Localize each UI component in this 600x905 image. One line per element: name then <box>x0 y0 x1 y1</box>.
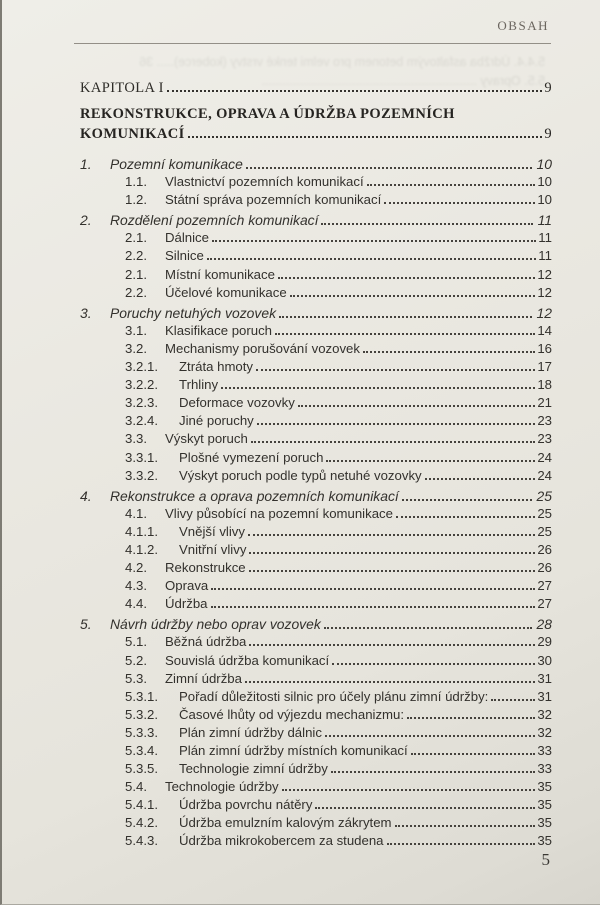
dot-leader <box>387 843 536 845</box>
dot-leader <box>212 240 536 242</box>
dot-leader <box>332 663 535 665</box>
toc-entry-page: 11 <box>538 248 552 264</box>
toc-entry-title: Vlivy působící na pozemní komunikace <box>165 505 393 521</box>
dot-leader <box>363 351 535 353</box>
toc-entry-title: Mechanismy porušování vozovek <box>165 340 360 356</box>
toc-entry-page: 23 <box>537 431 552 447</box>
toc-entry-title: Plošné vymezení poruch <box>179 449 324 465</box>
toc-entry-page: 31 <box>537 688 552 704</box>
toc-entry-number: 4.3. <box>125 578 147 594</box>
toc-entry-title: Plán zimní údržby dálnic <box>179 724 322 740</box>
toc-entry-page: 10 <box>536 156 552 172</box>
toc-entry-title: Ztráta hmoty <box>179 359 254 375</box>
running-header: OBSAH <box>497 18 549 33</box>
toc-entry <box>80 468 552 486</box>
toc-entry-title: Údržba emulzním kalovým zákrytem <box>179 815 392 831</box>
toc-entry-page: 12 <box>536 304 552 321</box>
toc-entry <box>80 488 552 506</box>
toc-entry <box>80 653 552 671</box>
chapter-title-line1: REKONSTRUKCE, OPRAVA A ÚDRŽBA POZEMNÍCH <box>80 106 455 122</box>
toc-entry-title: Běžná údržba <box>165 634 247 650</box>
dot-leader <box>249 570 536 572</box>
toc-entry <box>80 248 552 266</box>
toc-entry-title: Údržba mikrokobercem za studena <box>179 833 384 849</box>
toc-entry <box>80 833 552 851</box>
toc-entry <box>80 450 552 468</box>
dot-leader <box>411 753 536 755</box>
toc-entry-title: Výskyt poruch <box>165 431 248 447</box>
toc-entry-number: 4.2. <box>125 560 147 576</box>
toc-entry-page: 10 <box>537 174 552 190</box>
toc-entry-title: Výskyt poruch podle typů netuhé vozovky <box>179 467 422 483</box>
toc-entry <box>80 524 552 542</box>
toc-entry-page: 35 <box>537 797 552 813</box>
toc-entry-title: Silnice <box>165 248 204 264</box>
toc-entry-page: 33 <box>537 743 552 758</box>
toc-entry-number: 2.1. <box>125 266 147 282</box>
toc-entry-page: 31 <box>537 670 552 686</box>
toc-entry-title: Rekonstrukce <box>165 560 246 576</box>
chapter-title-entry <box>80 126 552 143</box>
toc-entry-number: 1.1. <box>125 174 147 190</box>
toc-entry-page: 25 <box>536 487 552 504</box>
toc-entry <box>80 506 552 524</box>
dot-leader <box>402 499 532 501</box>
toc-entry <box>80 212 552 230</box>
toc-entry-title: Zimní údržba <box>165 670 242 686</box>
toc-entry-page: 18 <box>537 377 552 393</box>
dot-leader <box>211 588 535 590</box>
toc-entry <box>80 377 552 395</box>
toc-entry-number: 3.2.4. <box>125 413 158 429</box>
toc-entry-number: 4.1. <box>125 505 147 521</box>
toc-entry-title: Vlastnictví pozemních komunikací <box>165 174 364 190</box>
toc-entry <box>80 395 552 413</box>
dot-leader <box>278 277 535 279</box>
dot-leader <box>425 478 536 480</box>
toc-entry-number: 2.2. <box>125 248 147 264</box>
toc-entry-number: 3. <box>80 304 92 321</box>
dot-leader <box>211 606 536 608</box>
toc-entry-page: 24 <box>537 467 552 483</box>
chapter-number-label: KAPITOLA I <box>80 80 164 96</box>
chapter-title-line2: KOMUNIKACÍ <box>80 126 185 142</box>
toc-entry-title: Časové lhůty od výjezdu mechanizmu: <box>179 706 405 722</box>
toc-entry-page: 21 <box>537 395 552 411</box>
toc-entry-number: 3.1. <box>125 322 147 338</box>
toc-entry <box>80 230 552 248</box>
toc-entry-page: 27 <box>537 578 552 594</box>
toc-entry <box>80 431 552 449</box>
toc-entry-number: 3.3.2. <box>125 467 158 483</box>
toc-entry-number: 2.1. <box>125 230 147 246</box>
toc-entry <box>80 779 552 797</box>
toc-entry-number: 4.1.2. <box>125 541 158 557</box>
toc-entry <box>80 797 552 815</box>
dot-leader <box>325 735 535 737</box>
toc-entry-number: 5.3. <box>125 670 147 686</box>
toc-entry <box>80 616 552 634</box>
toc-entry-page: 23 <box>537 413 552 429</box>
toc-entry-number: 5.1. <box>125 634 147 650</box>
dot-leader <box>257 423 536 425</box>
toc-entry <box>80 743 552 761</box>
dot-leader <box>251 441 536 443</box>
toc-entry-number: 4.4. <box>125 596 147 612</box>
toc-entry-title: Dálnice <box>165 230 209 246</box>
dot-leader <box>407 717 535 719</box>
toc-entry-page: 14 <box>537 322 552 338</box>
toc-entry-page: 29 <box>537 634 552 650</box>
toc-entry-number: 3.3. <box>125 431 147 447</box>
toc-entry-page: 10 <box>537 192 552 208</box>
toc-entry-page: 24 <box>537 449 552 465</box>
toc-entry-number: 5.3.1. <box>125 688 158 704</box>
toc-entry-number: 5.3.2. <box>125 706 158 722</box>
toc-entry <box>80 761 552 779</box>
toc-entry-title: Návrh údržby nebo oprav vozovek <box>110 616 321 633</box>
toc-entry-number: 1. <box>80 156 92 172</box>
toc-entry <box>80 305 552 323</box>
toc-entry <box>80 341 552 359</box>
toc-entry-number: 3.2.1. <box>125 359 158 375</box>
toc-entry-number: 5.2. <box>125 652 147 668</box>
toc-entry-number: 5.4.3. <box>125 833 158 849</box>
toc-entry-page: 33 <box>537 761 552 777</box>
header-rule <box>74 43 551 44</box>
toc-entry-number: 3.2. <box>125 340 147 356</box>
toc-entry-number: 5.3.5. <box>125 761 158 777</box>
toc-entry <box>80 267 552 285</box>
toc-entry-title: Klasifikace poruch <box>165 322 273 338</box>
toc-entry-number: 2.2. <box>125 284 147 300</box>
toc-entry <box>80 156 552 174</box>
dot-leader <box>245 681 535 683</box>
toc-entry-page: 27 <box>537 596 552 612</box>
toc-entry <box>80 578 552 596</box>
toc-entry <box>80 174 552 192</box>
toc-entry-title: Pozemní komunikace <box>110 156 243 172</box>
dot-leader <box>298 405 536 407</box>
toc-entry <box>80 192 552 210</box>
dot-leader <box>275 333 535 335</box>
toc-entry-title: Souvislá údržba komunikací <box>165 652 330 668</box>
toc-entry-title: Vnější vlivy <box>179 523 245 539</box>
toc-entry-number: 3.2.2. <box>125 377 158 393</box>
toc-entry <box>80 725 552 743</box>
toc-entry-number: 5.4.1. <box>125 797 158 813</box>
page-number: 5 <box>541 850 550 869</box>
toc-entry <box>80 707 552 725</box>
chapter-number-entry <box>80 80 552 97</box>
toc-entry-number: 2. <box>80 212 92 229</box>
dot-leader <box>256 369 535 371</box>
toc-entry <box>80 671 552 689</box>
toc-entry-number: 4. <box>80 487 92 504</box>
toc-entry-title: Vnitřní vlivy <box>179 541 247 557</box>
toc-entry-page: 12 <box>537 284 552 300</box>
toc-list <box>80 156 552 852</box>
toc-entry-number: 4.1.1. <box>125 523 158 539</box>
dot-leader <box>326 460 535 462</box>
toc-entry-page: 32 <box>537 724 552 740</box>
toc-entry-page: 11 <box>538 230 552 246</box>
dot-leader <box>249 644 535 646</box>
toc-entry-title: Plán zimní údržby místních komunikací <box>179 743 408 758</box>
dot-leader <box>491 699 535 701</box>
toc-entry <box>80 359 552 377</box>
toc-entry-page: 12 <box>537 266 552 282</box>
dot-leader <box>167 90 542 92</box>
toc-entry-title: Trhliny <box>179 377 219 393</box>
toc-entry-title: Technologie zimní údržby <box>179 761 328 777</box>
dot-leader <box>248 534 535 536</box>
toc-entry-number: 5.3.4. <box>125 743 158 758</box>
toc-entry-title: Pořadí důležitosti silnic pro účely plánu zimní údržby: <box>179 688 489 704</box>
dot-leader <box>290 295 536 297</box>
chapter-number-page: 9 <box>544 80 552 96</box>
toc-entry-number: 5.3.3. <box>125 724 158 740</box>
toc-entry-title: Údržba <box>165 596 208 612</box>
toc-entry <box>80 596 552 614</box>
dot-leader <box>324 627 532 629</box>
toc-entry-page: 28 <box>536 616 552 633</box>
dot-leader <box>395 825 536 827</box>
toc-entry-number: 5.4.2. <box>125 815 158 831</box>
toc-entry-page: 16 <box>537 340 552 356</box>
toc-entry-title: Účelové komunikace <box>165 284 287 300</box>
toc-entry-title: Údržba povrchu nátěry <box>179 797 313 813</box>
bleedthrough-text: 5.4.4. Údržba asfaltovým betonem pro velmi tenké vrstvy (koberce)..... 36 <box>139 55 545 69</box>
toc-entry-title: Státní správa pozemních komunikací <box>165 192 382 208</box>
toc-entry-title: Poruchy netuhých vozovek <box>110 304 277 321</box>
toc-entry-page: 25 <box>537 505 552 521</box>
toc-entry-number: 5. <box>80 616 92 633</box>
toc-entry-number: 5.4. <box>125 779 147 795</box>
toc-content <box>80 80 552 852</box>
toc-entry-page: 35 <box>537 779 552 795</box>
toc-entry-title: Místní komunikace <box>165 266 275 282</box>
toc-entry-number: 1.2. <box>125 192 147 208</box>
toc-entry-page: 30 <box>537 652 552 668</box>
toc-entry <box>80 560 552 578</box>
toc-entry-title: Technologie údržby <box>165 779 279 795</box>
dot-leader <box>246 167 532 169</box>
dot-leader <box>279 316 532 318</box>
toc-entry-number: 3.2.3. <box>125 395 158 411</box>
dot-leader <box>315 807 535 809</box>
dot-leader <box>188 136 543 138</box>
toc-entry-page: 26 <box>537 541 552 557</box>
toc-entry <box>80 542 552 560</box>
toc-entry <box>80 634 552 652</box>
toc-entry <box>80 285 552 303</box>
toc-entry-title: Oprava <box>165 578 209 594</box>
dot-leader <box>367 184 536 186</box>
toc-entry-title: Rekonstrukce a oprava pozemních komunikací <box>110 487 399 504</box>
toc-entry-title: Jiné poruchy <box>179 413 254 429</box>
toc-entry-title: Deformace vozovky <box>179 395 295 411</box>
chapter-title-page: 9 <box>544 126 552 142</box>
toc-entry-title: Rozdělení pozemních komunikací <box>110 212 319 229</box>
toc-entry-number: 3.3.1. <box>125 449 158 465</box>
toc-entry <box>80 815 552 833</box>
toc-entry-page: 25 <box>537 523 552 539</box>
dot-leader <box>207 258 536 260</box>
toc-entry-page: 17 <box>537 359 552 375</box>
toc-entry <box>80 413 552 431</box>
toc-entry-page: 35 <box>537 833 552 849</box>
toc-entry-page: 11 <box>537 212 552 229</box>
dot-leader <box>221 387 535 389</box>
dot-leader <box>321 223 532 225</box>
toc-entry-page: 26 <box>537 560 552 576</box>
dot-leader <box>249 552 535 554</box>
dot-leader <box>282 789 536 791</box>
toc-entry-page: 32 <box>537 706 552 722</box>
dot-leader <box>384 202 535 204</box>
bleedthrough-text: 5.5. Opravy .............................................................. <box>261 74 545 88</box>
toc-entry <box>80 323 552 341</box>
dot-leader <box>396 516 535 518</box>
toc-entry <box>80 689 552 707</box>
dot-leader <box>331 771 536 773</box>
toc-entry-page: 35 <box>537 815 552 831</box>
